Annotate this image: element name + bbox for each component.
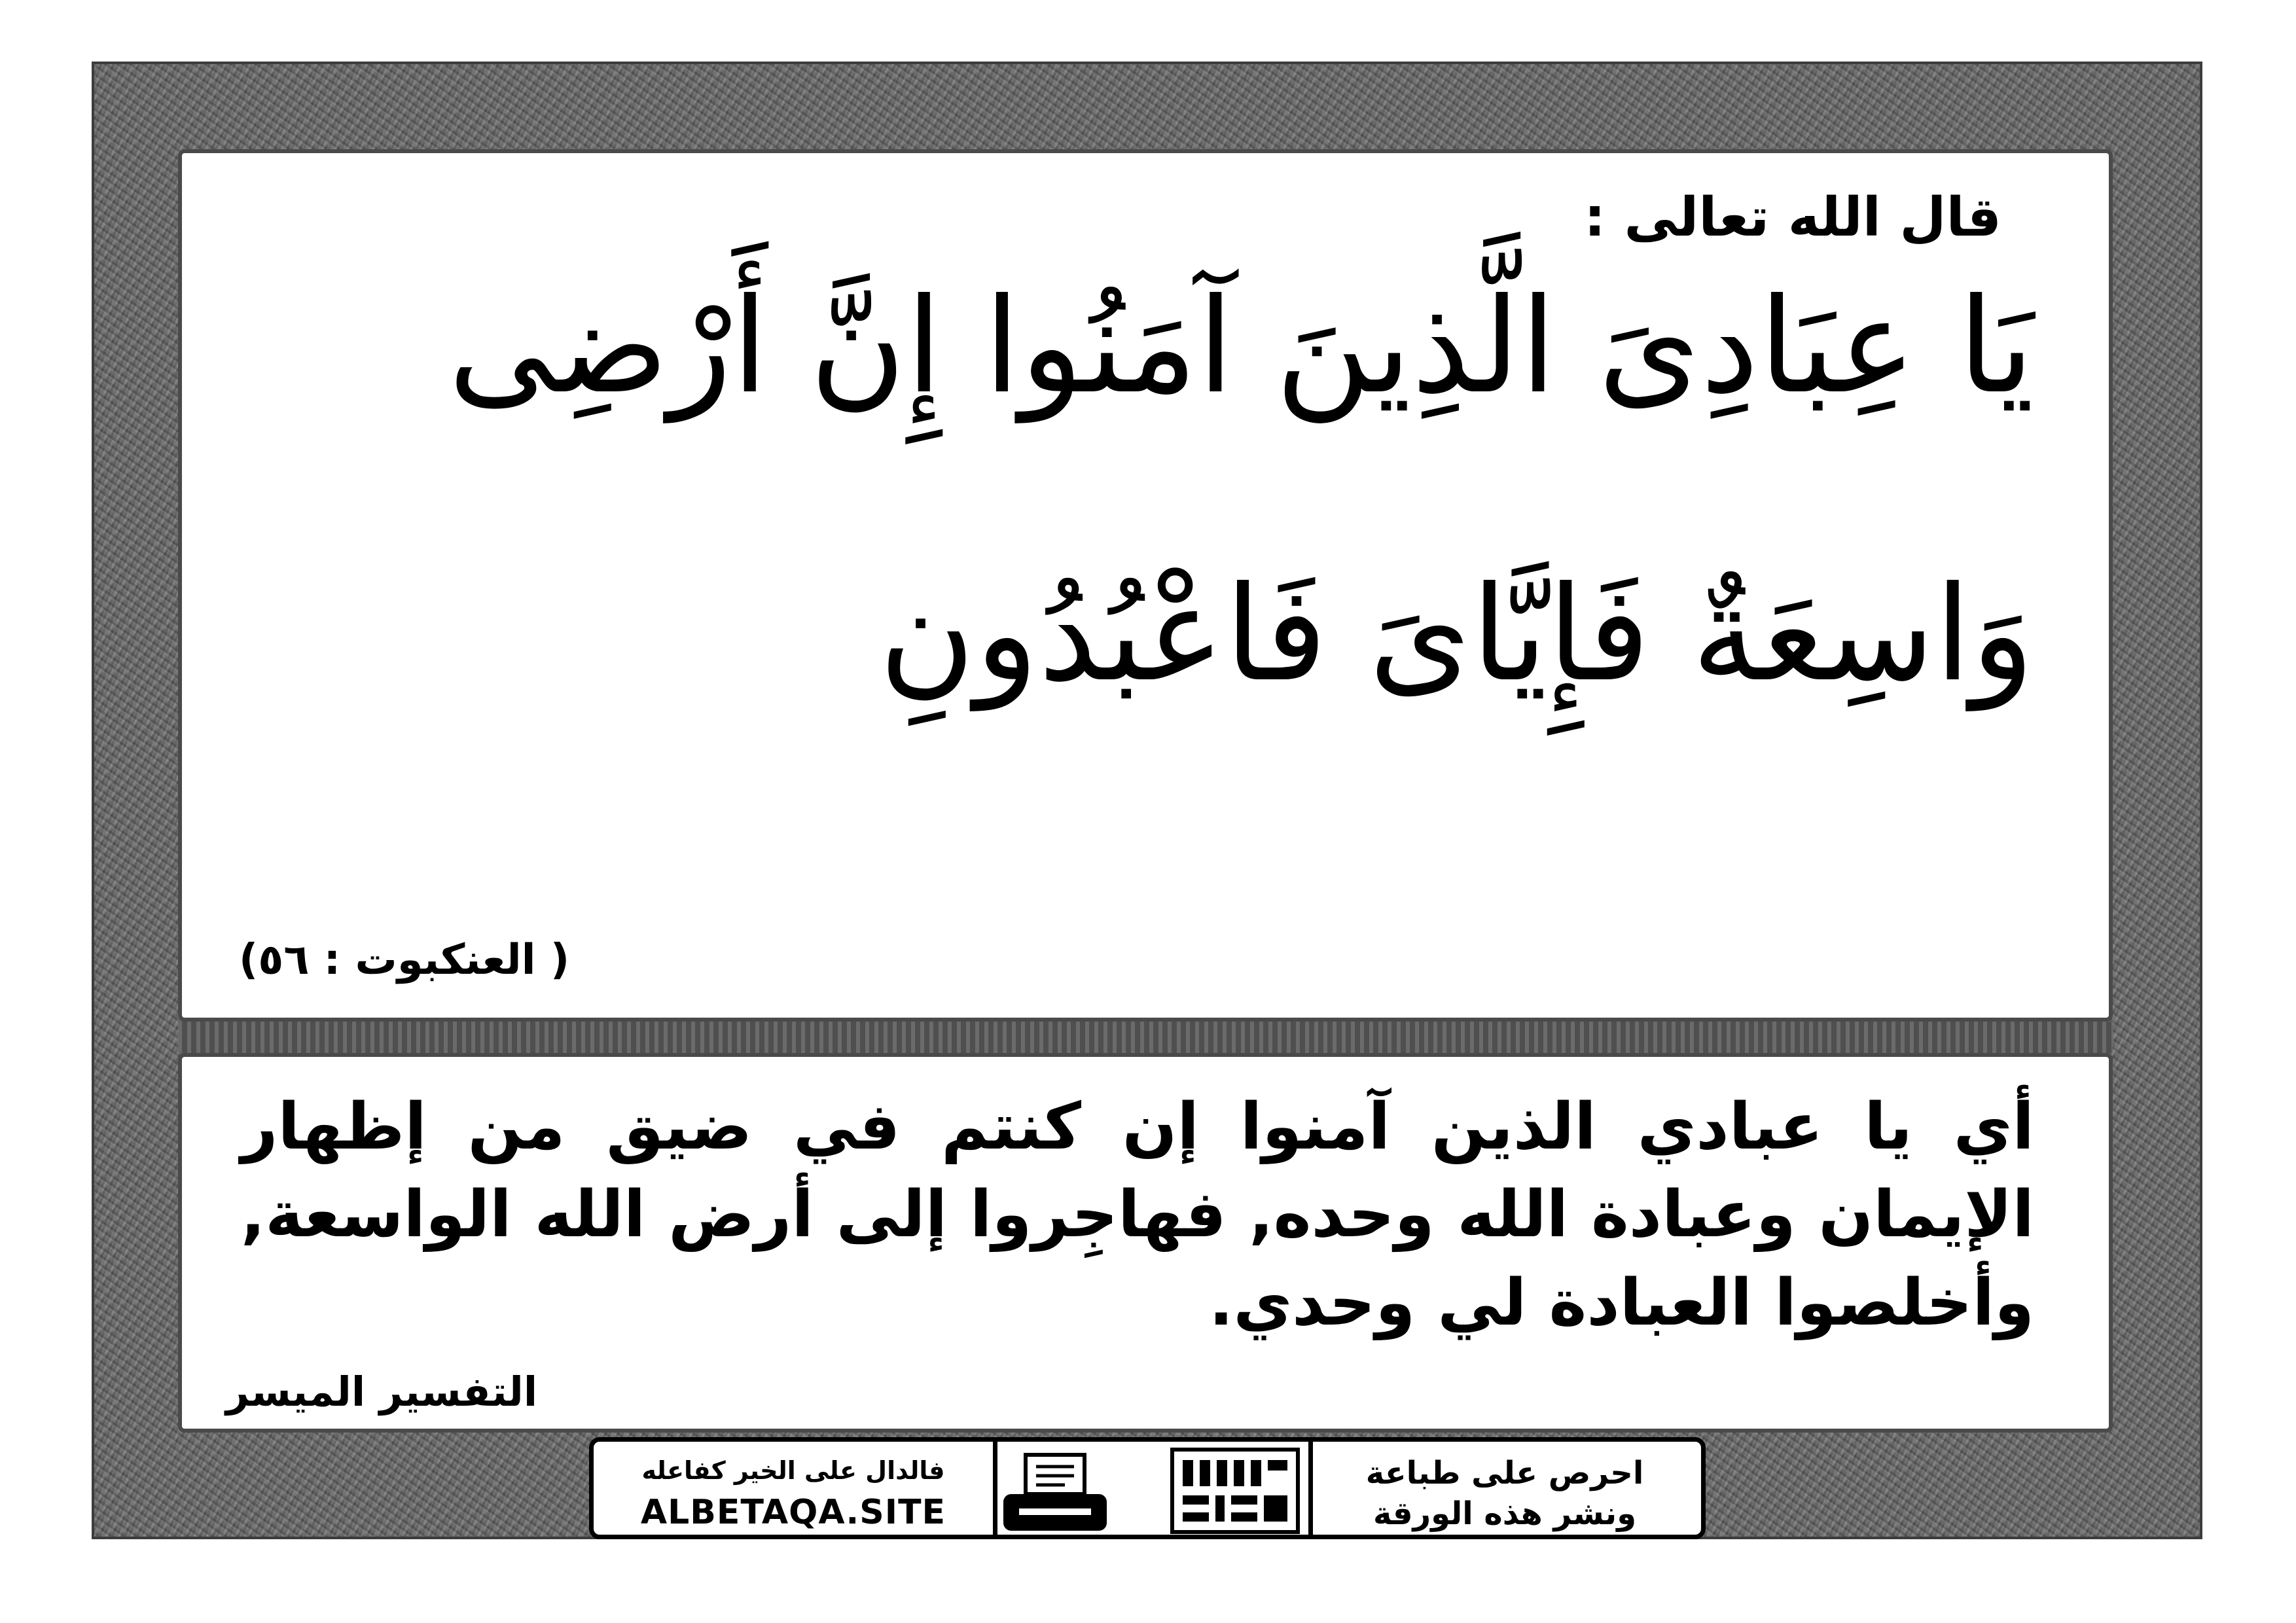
panel-divider: [178, 1022, 2113, 1053]
printer-icon: [999, 1452, 1111, 1535]
verse-intro: قال الله تعالى :: [1584, 187, 2001, 249]
footer-print-line-1: احرص على طباعة: [1365, 1455, 1644, 1491]
footer-site: [594, 1442, 993, 1535]
verse-reference: ( العنكبوت : ٥٦): [239, 936, 570, 984]
verse-line-2: وَاسِعَةٌ فَإِيَّاىَ فَاعْبُدُونِ: [879, 558, 2034, 711]
footer-proverb: فالدال على الخير كفاعله: [641, 1456, 945, 1485]
verse-line-1: يَا عِبَادِىَ الَّذِينَ آمَنُوا إِنَّ أَرْضِى: [448, 270, 2034, 423]
footer-separator: [993, 1442, 997, 1535]
footer-print-note: [1308, 1442, 1701, 1535]
site-link[interactable]: ALBETAQA.SITE: [640, 1493, 946, 1532]
footer-separator: [1308, 1442, 1313, 1535]
logo-icon: [1170, 1447, 1300, 1535]
footer-print-line-2: ونشر هذه الورقة: [1372, 1495, 1637, 1532]
tafsir-text: أي يا عبادي الذين آمنوا إن كنتم في ضيق من إظهار الإيمان وعبادة الله وحده, فهاجِروا إلى أرض الله الواسعة, وأخلصوا العبادة لي وحدي.: [241, 1090, 2034, 1340]
tafsir-source: التفسير الميسر: [226, 1368, 538, 1416]
footer-bar: [589, 1437, 1706, 1539]
